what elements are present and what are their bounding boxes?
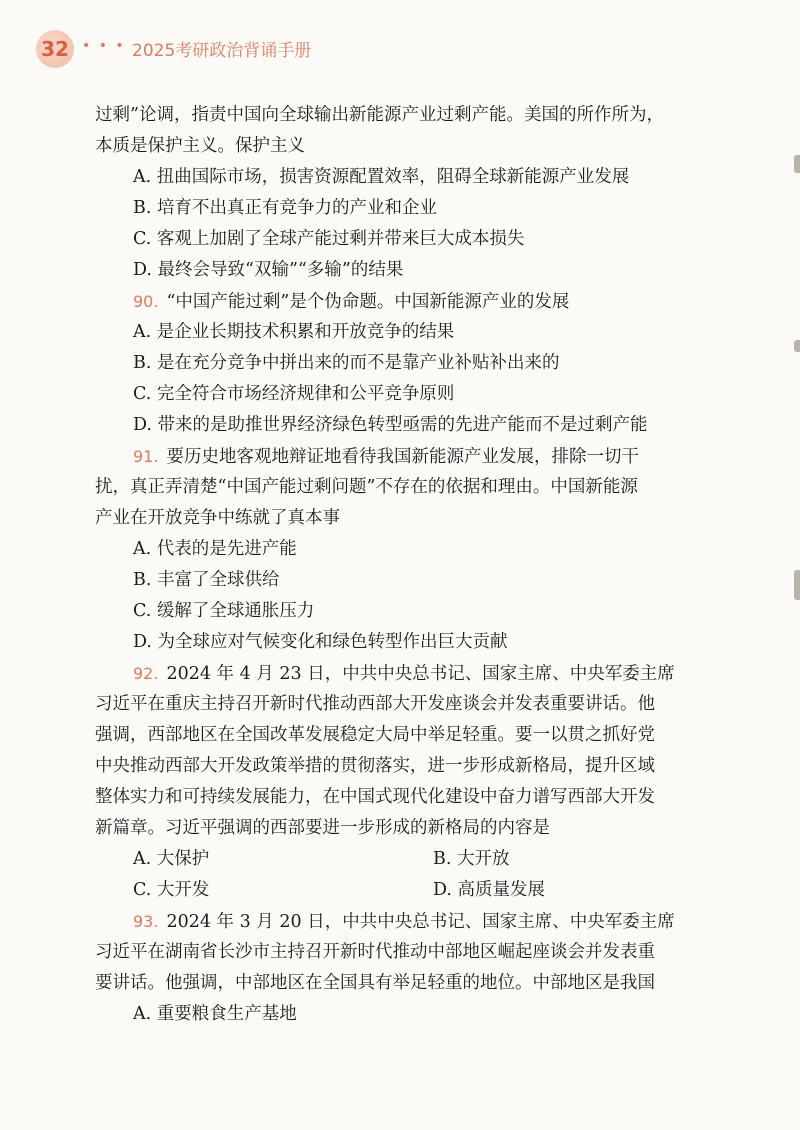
header-dots: • • • bbox=[82, 38, 126, 54]
edge-mark bbox=[794, 570, 800, 600]
edge-mark bbox=[794, 340, 800, 352]
question-number: 93. bbox=[133, 912, 159, 931]
edge-mark bbox=[794, 155, 800, 173]
question-92-stem: 92. 2024 年 4 月 23 日，中共中央总书记、国家主席、中央军委主席 bbox=[95, 658, 715, 689]
option-d: D. 为全球应对气候变化和绿色转型作出巨大贡献 bbox=[133, 632, 508, 652]
paragraph-line: 中央推动西部大开发政策举措的贯彻落实，进一步形成新格局，提升区域 bbox=[95, 756, 655, 776]
paragraph-line: 过剩”论调，指责中国向全球输出新能源产业过剩产能。美国的所作所为， bbox=[95, 105, 664, 125]
question-number: 91. bbox=[133, 447, 159, 466]
option-a: A. 重要粮食生产基地 bbox=[133, 1004, 297, 1024]
page-number-badge: 32 bbox=[36, 30, 74, 68]
option-c: C. 完全符合市场经济规律和公平竞争原则 bbox=[133, 384, 455, 404]
paragraph-line: 强调，西部地区在全国改革发展稳定大局中举足轻重。要一以贯之抓好党 bbox=[95, 725, 655, 745]
paragraph-line: 习近平在湖南省长沙市主持召开新时代推动中部地区崛起座谈会并发表重 bbox=[95, 942, 655, 962]
option-a: A. 代表的是先进产能 bbox=[133, 539, 297, 559]
page-header bbox=[0, 28, 800, 72]
paragraph-line: 产业在开放竞争中练就了真本事 bbox=[95, 508, 340, 528]
question-91-stem: 91. 要历史地客观地辩证地看待我国新能源产业发展，排除一切干 bbox=[95, 441, 715, 472]
paragraph-line: 新篇章。习近平强调的西部要进一步形成的新格局的内容是 bbox=[95, 818, 550, 838]
option-c: C. 缓解了全球通胀压力 bbox=[133, 601, 315, 621]
option-b: B. 是在充分竞争中拼出来的而不是靠产业补贴补出来的 bbox=[133, 353, 560, 373]
option-a: A. 是企业长期技术积累和开放竞争的结果 bbox=[133, 322, 455, 342]
option-b: B. 培育不出真正有竞争力的产业和企业 bbox=[133, 198, 437, 218]
question-number: 92. bbox=[133, 664, 159, 683]
option-d: D. 带来的是助推世界经济绿色转型亟需的先进产能而不是过剩产能 bbox=[133, 415, 648, 435]
question-93-stem: 93. 2024 年 3 月 20 日，中共中央总书记、国家主席、中央军委主席 bbox=[95, 906, 715, 937]
paragraph-line: 整体实力和可持续发展能力，在中国式现代化建设中奋力谱写西部大开发 bbox=[95, 787, 655, 807]
option-c: C. 客观上加剧了全球产能过剩并带来巨大成本损失 bbox=[133, 229, 525, 249]
paragraph-line: 习近平在重庆主持召开新时代推动西部大开发座谈会并发表重要讲话。他 bbox=[95, 694, 655, 714]
option-b: B. 大开放 bbox=[433, 849, 510, 869]
option-a: A. 扭曲国际市场，损害资源配置效率，阻碍全球新能源产业发展 bbox=[133, 167, 630, 187]
paragraph-line: 本质是保护主义。保护主义 bbox=[95, 136, 305, 156]
option-row bbox=[95, 875, 715, 906]
question-90-stem: 90. “中国产能过剩”是个伪命题。中国新能源产业的发展 bbox=[95, 286, 715, 317]
paragraph-line: 扰，真正弄清楚“中国产能过剩问题”不存在的依据和理由。中国新能源 bbox=[95, 477, 638, 497]
paragraph-line: 要讲话。他强调，中部地区在全国具有举足轻重的地位。中部地区是我国 bbox=[95, 973, 655, 993]
question-number: 90. bbox=[133, 292, 159, 311]
option-d: D. 最终会导致“双输”“多输”的结果 bbox=[133, 260, 404, 280]
option-b: B. 丰富了全球供给 bbox=[133, 570, 280, 590]
option-row bbox=[95, 844, 715, 875]
option-a: A. 大保护 bbox=[133, 849, 210, 869]
option-d: D. 高质量发展 bbox=[433, 880, 546, 900]
book-title: 2025考研政治背诵手册 bbox=[132, 41, 312, 61]
option-c: C. 大开发 bbox=[133, 880, 210, 900]
page-content bbox=[95, 100, 715, 1030]
